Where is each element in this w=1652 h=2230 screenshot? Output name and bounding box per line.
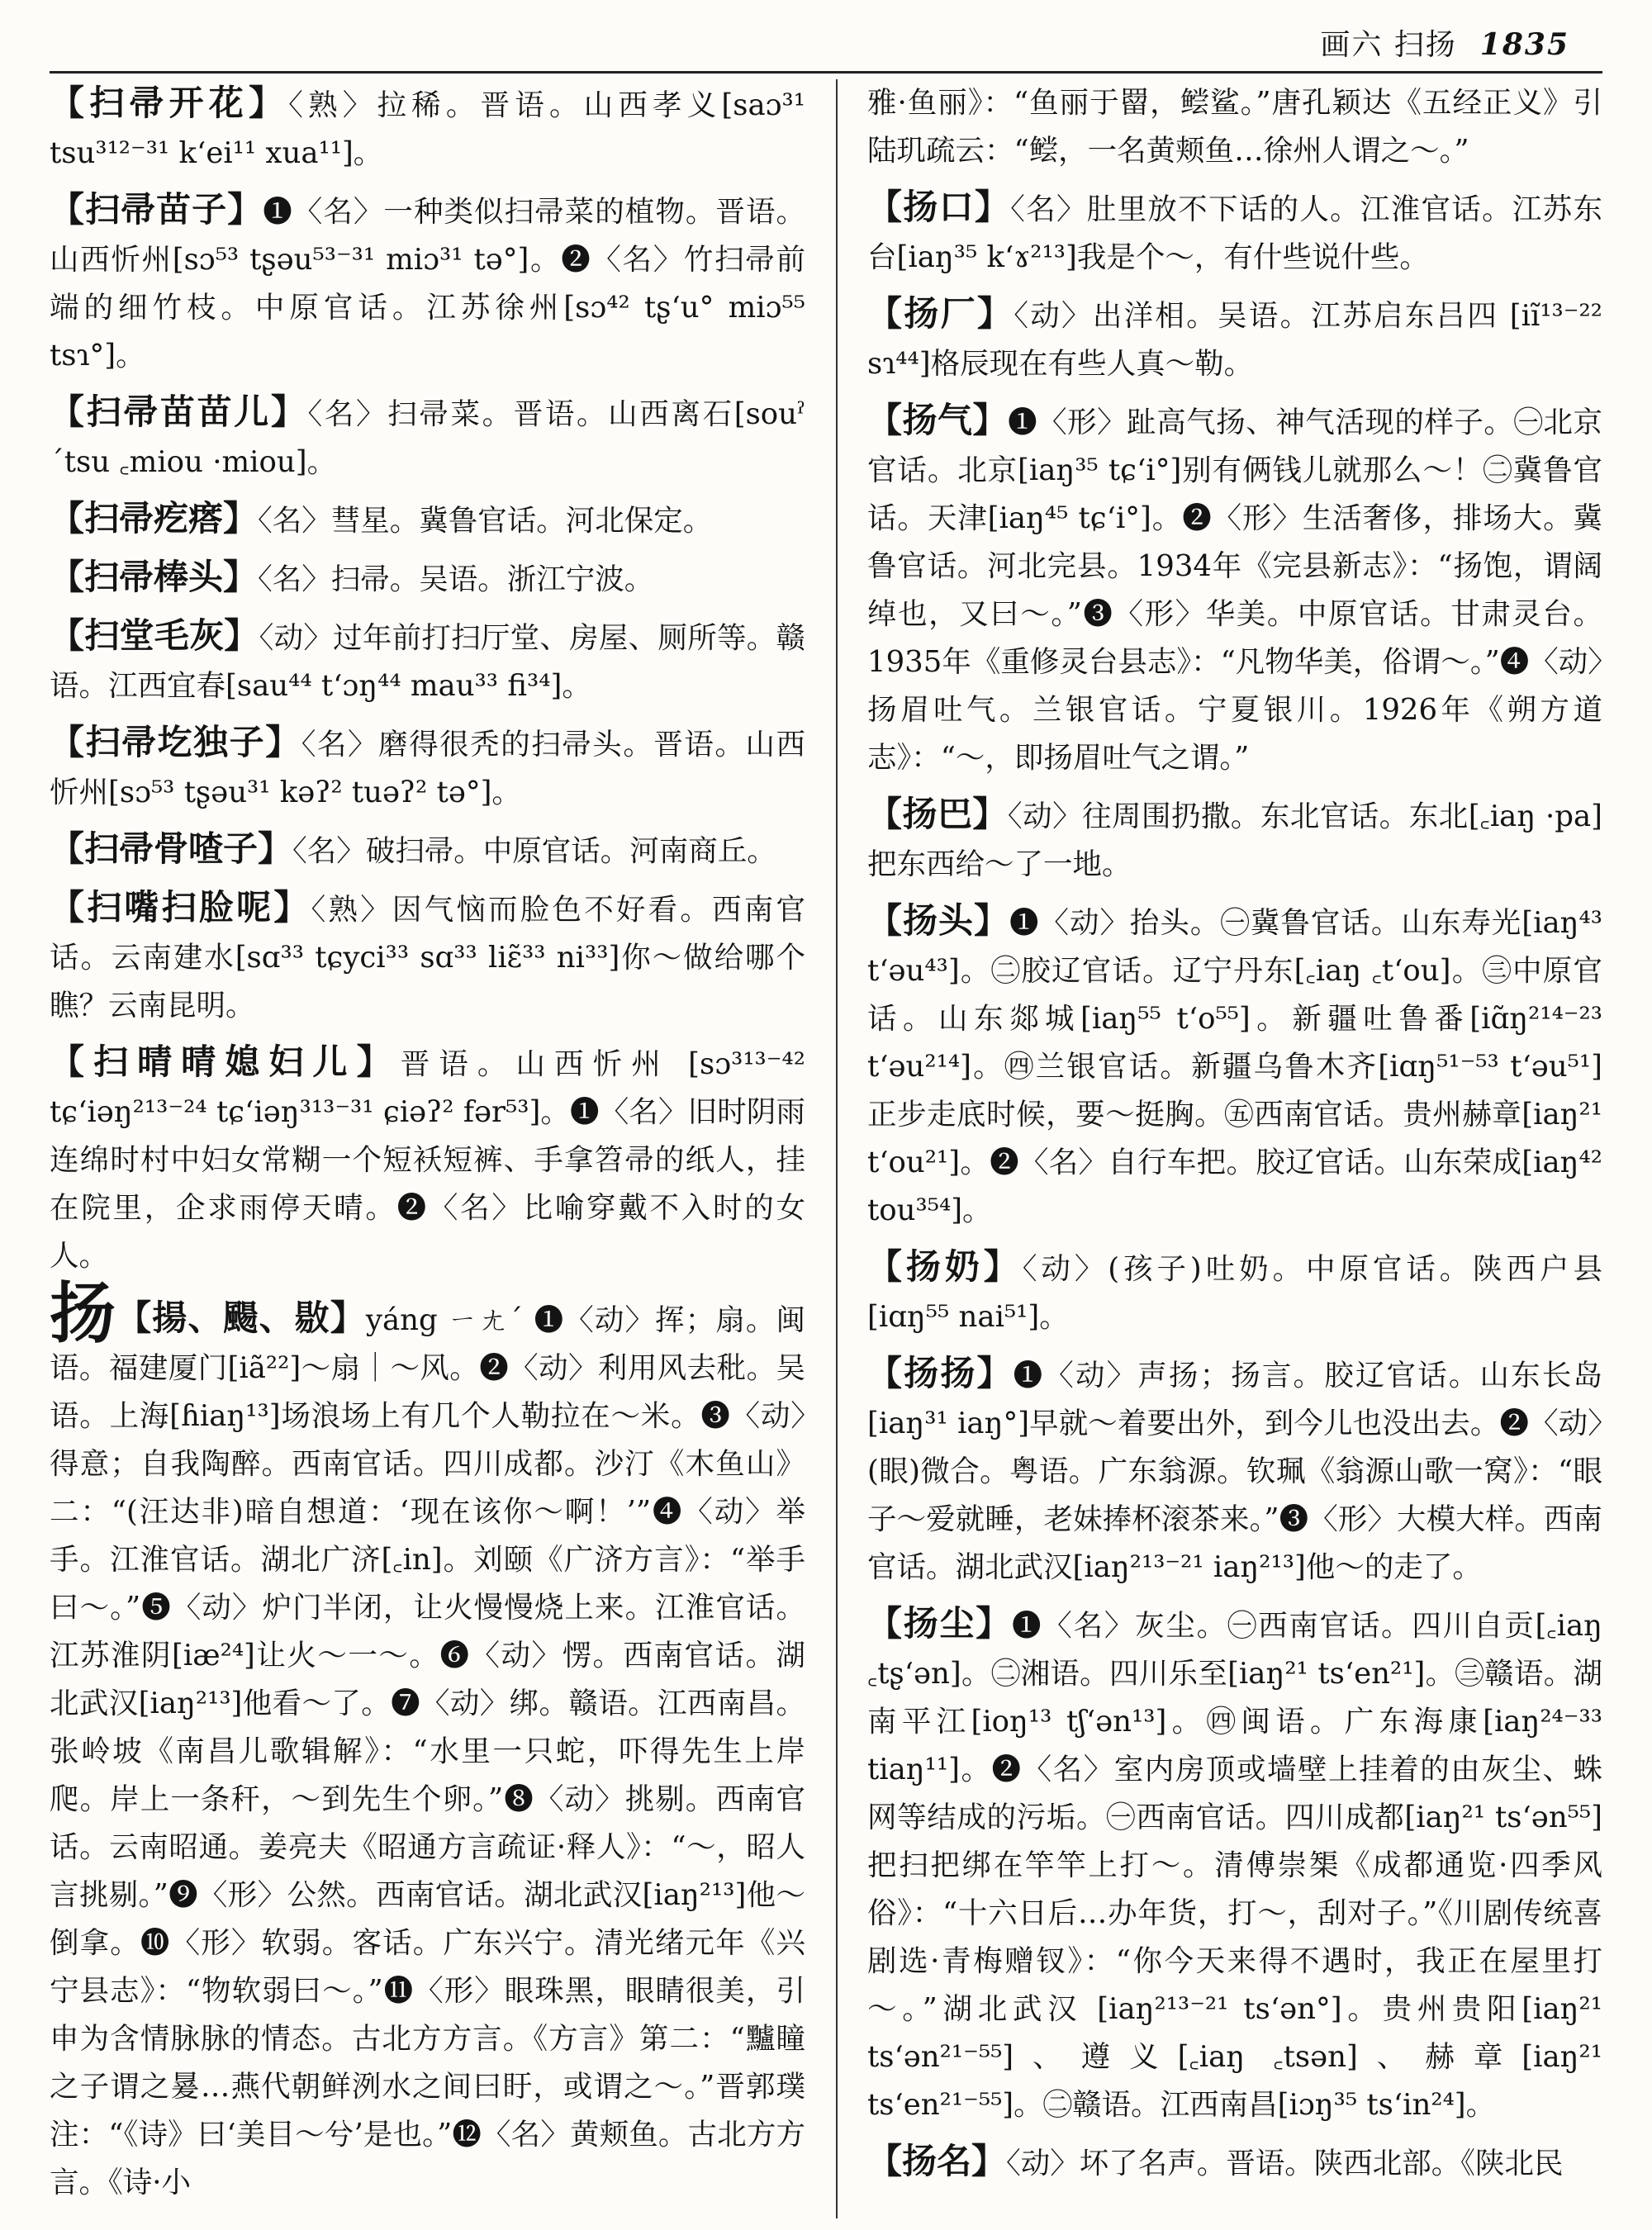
entry-definition: 晋语。山西忻州 [sɔ³¹³⁻⁴² tɕʻiəŋ²¹³⁻²⁴ tɕʻiəŋ³¹³⁻³¹ ɕiəʔ² fər⁵³]。❶〈名〉旧时阴雨连绵时村中妇女常糊一个短袄短裤、手拿笤帚的纸人，挂在院里，企求雨停天晴。❷〈名〉比喻穿戴不入时的女人。: [50, 1047, 805, 1273]
dictionary-entry: [50, 884, 805, 1030]
entry-definition: 〈熟〉拉稀。晋语。山西孝义[saɔ³¹ tsu³¹²⁻³¹ kʻei¹¹ xua¹¹]。: [50, 88, 805, 170]
dictionary-entry: [50, 388, 805, 486]
entry-headword: 【扫嘴扫脸呢】: [50, 887, 311, 928]
entry-headword: 【扫堂毛灰】: [50, 615, 259, 656]
entry-headword: 【扫帚疙瘩】: [50, 498, 259, 539]
entry-definition: yáng ㄧㄤˊ ❶〈动〉挥；扇。闽语。福建厦门[iã²²]～扇｜～风。❷〈动〉利用风去秕。吴语。上海[ɦiaŋ¹³]场浪场上有几个人勒拉在～米。❸〈动〉得意；自我陶醉。西南官话。四川成都。沙汀《木鱼山》二：“(汪达非)暗自想道：‘现在该你～啊！’”❹〈动〉举手。江淮官话。湖北广济[꜀in]。刘颐《广济方言》：“举手曰～。”❺〈动〉炉门半闭，让火慢慢烧上来。江淮官话。江苏淮阴[iæ²⁴]让火～一～。❻〈动〉愣。西南官话。湖北武汉[iaŋ²¹³]他看～了。❼〈动〉绑。赣语。江西南昌。张岭坡《南昌儿歌辑解》：“水里一只蛇，吓得先生上岸爬。岸上一条秆，～到先生个卵。”❽〈动〉挑剔。西南官话。云南昭通。姜亮夫《昭通方言疏证·释人》：“～，昭人言挑剔。”❾〈形〉公然。西南官话。湖北武汉[iaŋ²¹³]他～倒拿。❿〈形〉软弱。客话。广东兴宁。清光绪元年《兴宁县志》：“物软弱曰～。”⓫〈形〉眼珠黑，眼睛很美，引申为含情脉脉的情态。古北方方言。《方言》第二：“黸瞳之子谓之㬊…燕代朝鲜洌水之间曰盱，或谓之～。”晋郭璞注：“《诗》曰‘美目～兮’是也。”⓬〈名〉黄颊鱼。古北方方言。《诗·小: [50, 1303, 805, 2199]
entry-headword: 【扫帚苗子】: [50, 189, 263, 230]
entry-definition: 〈名〉扫帚。吴语。浙江宁波。: [258, 562, 654, 596]
section-title: 画六 扫扬: [1320, 28, 1457, 62]
entry-headword: 【扬口】: [867, 187, 1011, 227]
entry-definition: 〈动〉(孩子)吐奶。中原官话。陕西户县 [iɑŋ⁵⁵ nai⁵¹]。: [867, 1252, 1602, 1334]
entry-headword: 【扫帚苗苗儿】: [50, 391, 308, 432]
entry-definition: ❶〈动〉声扬；扬言。胶辽官话。山东长岛[iaŋ³¹ iaŋ°]早就～着要出外，到今儿也没出去。❷〈动〉(眼)微合。粤语。广东翁源。钦珮《翁源山歌一窝》：“眼子～爱就睡，老妹捧杯滚茶来。”❸〈形〉大模大样。西南官话。湖北武汉[iaŋ²¹³⁻²¹ iaŋ²¹³]他～的走了。: [867, 1359, 1602, 1584]
entry-headword: 【扬巴】: [867, 794, 1008, 834]
entry-definition: 〈熟〉因气恼而脸色不好看。西南官话。云南建水[sɑ³³ tɕyci³³ sɑ³³ liɛ̃³³ ni³³]你～做给哪个瞧？云南昆明。: [50, 893, 805, 1022]
entry-headword: 【扬名】: [867, 2141, 1007, 2181]
dictionary-entry: [867, 1600, 1602, 2129]
right-column: [867, 79, 1602, 2218]
left-column: [50, 79, 805, 2218]
dictionary-entry: [867, 2137, 1602, 2188]
entry-definition: 〈动〉往周围扔撒。东北官话。东北[꜀iaŋ ·pa]把东西给～了一地。: [867, 799, 1602, 881]
column-divider: [836, 79, 838, 2218]
dictionary-entry: [867, 183, 1602, 282]
entry-definition: 〈名〉彗星。冀鲁官话。河北保定。: [258, 504, 713, 538]
entry-definition: 〈名〉扫帚菜。晋语。山西离石[souˀ ˊtsu ꜀miou ·miou]。: [50, 397, 805, 479]
dictionary-entry: [867, 290, 1602, 388]
entry-definition: 〈动〉过年前打扫厅堂、房屋、厕所等。赣语。江西宜春[sau⁴⁴ tʻɔŋ⁴⁴ mau³³ fi³⁴]。: [50, 621, 805, 703]
entry-definition: ❶〈名〉灰尘。㊀西南官话。四川自贡[꜀iaŋ ꜀tʂʻən]。㊁湘语。四川乐至[iaŋ²¹ tsʻen²¹]。㊂赣语。湖南平江[ioŋ¹³ tʃʻən¹³]。㊃闽语。广东海康[iaŋ²⁴⁻³³ tiaŋ¹¹]。❷〈名〉室内房顶或墙壁上挂着的由灰尘、蛛网等结成的污垢。㊀西南官话。四川成都[iaŋ²¹ tsʻən⁵⁵]把扫把绑在竿竿上打～。清傅崇榘《成都通览·四季风俗》：“十六日后…办年货，打～，刮对子。”《川剧传统喜剧选·青梅赠钗》：“你今天来得不遇时，我正在屋里打～。”湖北武汉 [iaŋ²¹³⁻²¹ tsʻən°]。贵州贵阳[iaŋ²¹ tsʻən²¹⁻⁵⁵]、遵义[꜀iaŋ ꜀tsən]、赫章[iaŋ²¹ tsʻen²¹⁻⁵⁵]。㊁赣语。江西南昌[iɔŋ³⁵ tsʻin²⁴]。: [867, 1609, 1602, 2122]
entry-definition: 〈动〉坏了名声。晋语。陕西北部。《陕北民: [1006, 2147, 1564, 2180]
entry-definition: 〈名〉破扫帚。中原官话。河南商丘。: [292, 834, 776, 868]
entry-headword: 【扬尘】: [867, 1603, 1013, 1644]
header-rule: [50, 71, 1602, 74]
dictionary-entry: [50, 79, 805, 178]
entry-definition: ❶〈形〉趾高气扬、神气活现的样子。㊀北京官话。北京[iaŋ³⁵ tɕʻi°]别有俩钱儿就那么～！㊁冀鲁官话。天津[iaŋ⁴⁵ tɕʻi°]。❷〈形〉生活奢侈，排场大。冀鲁官话。河北完县。1934年《完县新志》：“扬饱，谓阔绰也，又曰～。”❸〈形〉华美。中原官话。甘肃灵台。1935年《重修灵台县志》：“凡物华美，俗谓～。”❹〈动〉扬眉吐气。兰银官话。宁夏银川。1926年《朔方道志》：“～，即扬眉吐气之谓。”: [867, 406, 1602, 775]
entry-headword: 【扫帚开花】: [50, 83, 289, 123]
entry-headword: 【扬头】: [867, 900, 1009, 941]
entry-definition: 〈名〉肚里放不下话的人。江淮官话。江苏东台[iaŋ³⁵ kʻɤ²¹³]我是个～，有什些说什些。: [867, 192, 1602, 274]
entry-headword: 【揚、颺、敭】: [116, 1298, 366, 1338]
main-character: 扬: [50, 1274, 117, 1352]
dictionary-entry: [867, 1350, 1602, 1592]
dictionary-entry: [50, 825, 805, 875]
dictionary-entry: [50, 495, 805, 545]
entry-definition: 〈名〉磨得很秃的扫帚头。晋语。山西忻州[sɔ⁵³ tʂəu³¹ kəʔ² tuəʔ² tə°]。: [50, 728, 805, 809]
entry-headword: 【扬扬】: [867, 1353, 1014, 1393]
entry-definition: 雅·鱼丽》：“鱼丽于罶，鲿鲨。”唐孔颖达《五经正义》引陆玑疏云：“鲿，一名黄颊鱼…徐州人谓之～。”: [867, 86, 1602, 168]
dictionary-entry: [50, 719, 805, 817]
entry-definition: ❶〈动〉抬头。㊀冀鲁官话。山东寿光[iaŋ⁴³ tʻəu⁴³]。㊁胶辽官话。辽宁丹东[꜀iaŋ ꜀tʻou]。㊂中原官话。山东郯城[iaŋ⁵⁵ tʻo⁵⁵]。新疆吐鲁番[iɑ̃ŋ²¹⁴⁻²³ tʻəu²¹⁴]。㊃兰银官话。新疆乌鲁木齐[iɑŋ⁵¹⁻⁵³ tʻəu⁵¹]正步走底时候，要～挺胸。㊄西南官话。贵州赫章[iaŋ²¹ tʻou²¹]。❷〈名〉自行车把。胶辽官话。山东荣成[iaŋ⁴² tou³⁵⁴]。: [867, 906, 1602, 1227]
entry-definition: ❶〈名〉一种类似扫帚菜的植物。晋语。山西忻州[sɔ⁵³ tʂəu⁵³⁻³¹ miɔ³¹ tə°]。❷〈名〉竹扫帚前端的细竹枝。中原官话。江苏徐州[sɔ⁴² tʂʻu° miɔ⁵⁵ tsɿ°]。: [50, 195, 805, 372]
entry-definition: 〈动〉出洋相。吴语。江苏启东吕四 [iĩ¹³⁻²² sɿ⁴⁴]格辰现在有些人真～勒。: [867, 299, 1602, 381]
dictionary-entry: [50, 612, 805, 710]
entry-headword: 【扫帚棒头】: [50, 557, 259, 597]
running-head: [1320, 21, 1569, 64]
entry-headword: 【扬奶】: [867, 1246, 1023, 1287]
entry-continuation: [867, 79, 1602, 175]
dictionary-entry: [867, 790, 1602, 889]
dictionary-entry: [867, 897, 1602, 1235]
dictionary-entry: [50, 1038, 805, 1280]
entry-headword: 【扫帚骨喳子】: [50, 828, 293, 869]
dictionary-entry: [867, 1243, 1602, 1341]
entry-headword: 【扫帚圪独子】: [50, 722, 301, 762]
dictionary-entry: [50, 186, 805, 380]
page-number: 1835: [1479, 27, 1569, 62]
entry-headword: 【扫晴晴媳妇儿】: [50, 1041, 401, 1082]
entry-headword: 【扬厂】: [867, 293, 1014, 334]
entry-headword: 【扬气】: [867, 400, 1009, 440]
dictionary-entry: [867, 396, 1602, 782]
dictionary-entry: [50, 1274, 805, 2207]
dictionary-entry: [50, 553, 805, 604]
page-header: [50, 18, 1602, 68]
